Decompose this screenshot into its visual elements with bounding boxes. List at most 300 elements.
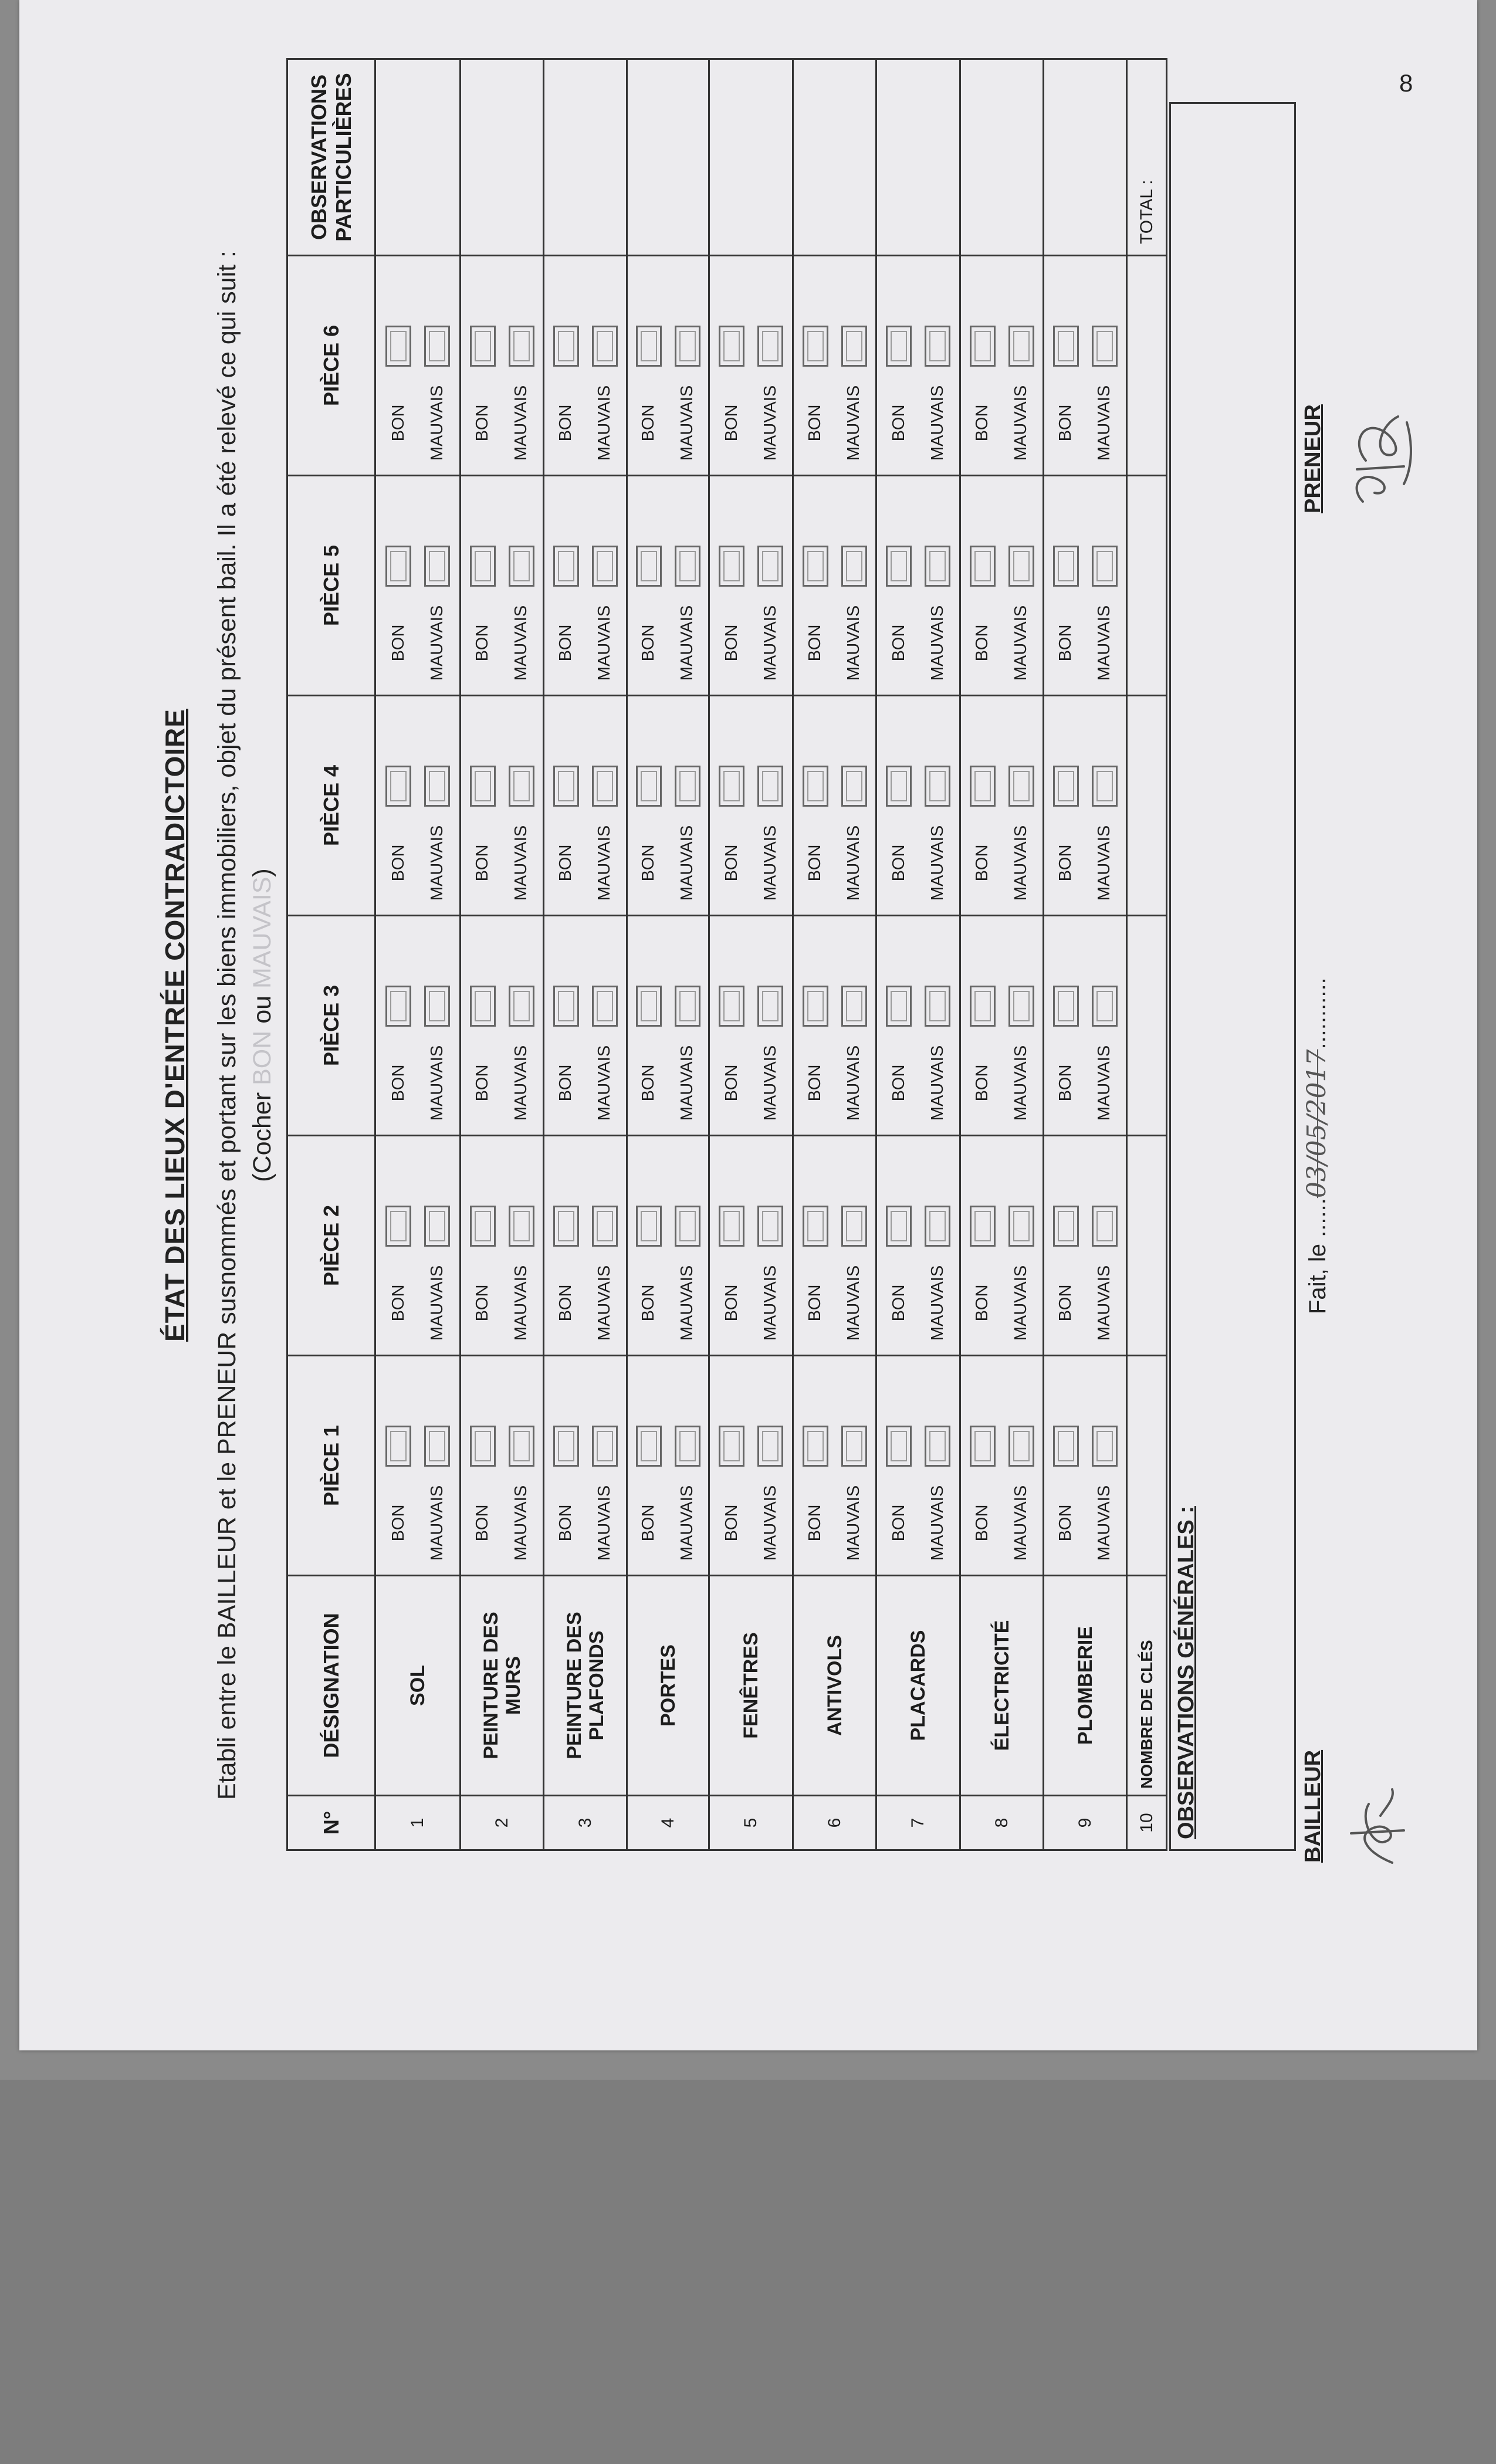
option-label: BON bbox=[805, 844, 824, 882]
checkbox-bon[interactable] bbox=[553, 986, 579, 1027]
checkbox-bon[interactable] bbox=[470, 986, 496, 1027]
checkbox-bon[interactable] bbox=[553, 766, 579, 807]
option-bon bbox=[1049, 1356, 1083, 1575]
checkbox-mauvais[interactable] bbox=[1092, 326, 1118, 367]
observation-cell[interactable] bbox=[960, 59, 1044, 256]
keys-total: TOTAL : bbox=[1127, 59, 1167, 256]
piece-cell bbox=[461, 256, 544, 476]
checkbox-bon[interactable] bbox=[886, 766, 912, 807]
piece-cell bbox=[461, 696, 544, 916]
option-mauvais bbox=[837, 256, 871, 475]
bailleur-signature bbox=[1339, 1781, 1416, 1874]
row-number: 8 bbox=[960, 1796, 1044, 1850]
checkbox-mauvais[interactable] bbox=[1092, 986, 1118, 1027]
checkbox-mauvais[interactable] bbox=[509, 1206, 534, 1247]
designation-line: PORTES bbox=[656, 1644, 679, 1727]
option-label: BON bbox=[889, 1504, 908, 1542]
checkbox-mauvais[interactable] bbox=[841, 1206, 867, 1247]
piece-cell bbox=[876, 696, 960, 916]
option-bon bbox=[466, 696, 500, 915]
option-label: BON bbox=[889, 624, 908, 662]
checkbox-bon[interactable] bbox=[886, 326, 912, 367]
option-label: BON bbox=[1056, 404, 1075, 442]
piece-cell bbox=[627, 476, 709, 696]
option-label: BON bbox=[805, 624, 824, 662]
piece-cell bbox=[960, 476, 1044, 696]
option-mauvais bbox=[1088, 476, 1122, 695]
option-bon bbox=[966, 476, 1000, 695]
checkbox-mauvais[interactable] bbox=[1008, 766, 1034, 807]
option-mauvais bbox=[920, 916, 955, 1135]
observation-cell[interactable] bbox=[461, 59, 544, 256]
checkbox-mauvais[interactable] bbox=[675, 326, 700, 367]
piece-cell bbox=[1044, 476, 1127, 696]
checkbox-bon[interactable] bbox=[636, 326, 662, 367]
checkbox-mauvais[interactable] bbox=[757, 766, 783, 807]
page-number: 8 bbox=[1399, 69, 1413, 97]
piece-cell bbox=[627, 1356, 709, 1576]
option-bon bbox=[715, 256, 749, 475]
option-label: MAUVAIS bbox=[512, 385, 530, 461]
option-mauvais bbox=[753, 696, 787, 915]
header-observations bbox=[287, 59, 375, 256]
keys-cell[interactable] bbox=[1127, 916, 1167, 1136]
piece-cell bbox=[375, 1356, 461, 1576]
checkbox-mauvais[interactable] bbox=[675, 766, 700, 807]
checkbox-mauvais[interactable] bbox=[841, 1426, 867, 1467]
row-designation bbox=[375, 1576, 461, 1796]
piece-cell bbox=[960, 256, 1044, 476]
checkbox-mauvais[interactable] bbox=[592, 986, 618, 1027]
piece-cell bbox=[793, 476, 876, 696]
option-label: MAUVAIS bbox=[512, 1265, 530, 1341]
checkbox-mauvais[interactable] bbox=[1008, 1206, 1034, 1247]
checkbox-bon[interactable] bbox=[970, 766, 996, 807]
designation-line: MURS bbox=[502, 1656, 524, 1715]
checkbox-mauvais[interactable] bbox=[424, 546, 450, 587]
option-label: MAUVAIS bbox=[1011, 1045, 1030, 1121]
header-observations-line2: PARTICULIÈRES bbox=[331, 73, 356, 242]
table-row bbox=[461, 59, 544, 1850]
date-suffix: ........... bbox=[1305, 977, 1331, 1050]
row-number: 7 bbox=[876, 1796, 960, 1850]
checkbox-bon[interactable] bbox=[636, 546, 662, 587]
checkbox-bon[interactable] bbox=[636, 1426, 662, 1467]
option-mauvais bbox=[505, 1356, 539, 1575]
piece-cell bbox=[461, 916, 544, 1136]
option-bon bbox=[798, 476, 832, 695]
option-mauvais bbox=[837, 1136, 871, 1355]
form-title: ÉTAT DES LIEUX D'ENTRÉE CONTRADICTOIRE bbox=[160, 709, 190, 1342]
option-label: MAUVAIS bbox=[928, 825, 947, 901]
checkbox-mauvais[interactable] bbox=[1008, 326, 1034, 367]
table-row bbox=[544, 59, 627, 1850]
checkbox-bon[interactable] bbox=[385, 1426, 411, 1467]
option-bon bbox=[966, 1356, 1000, 1575]
piece-cell bbox=[461, 1356, 544, 1576]
piece-cell bbox=[544, 476, 627, 696]
row-number: 4 bbox=[627, 1796, 709, 1850]
option-mauvais bbox=[671, 916, 705, 1135]
checkbox-mauvais[interactable] bbox=[424, 1426, 450, 1467]
option-bon bbox=[549, 1136, 583, 1355]
checkbox-bon[interactable] bbox=[719, 546, 744, 587]
option-label: BON bbox=[1056, 624, 1075, 662]
option-bon bbox=[381, 916, 415, 1135]
keys-row bbox=[1127, 59, 1167, 1850]
table-header-row bbox=[287, 59, 375, 1850]
option-bon bbox=[381, 1136, 415, 1355]
option-label: BON bbox=[805, 1064, 824, 1102]
option-bon bbox=[798, 256, 832, 475]
piece-cell bbox=[709, 1136, 793, 1356]
checkbox-mauvais[interactable] bbox=[925, 326, 950, 367]
table-row bbox=[627, 59, 709, 1850]
option-mauvais bbox=[671, 476, 705, 695]
option-label: MAUVAIS bbox=[427, 1045, 446, 1121]
option-bon bbox=[632, 256, 666, 475]
option-label: MAUVAIS bbox=[427, 385, 446, 461]
row-designation bbox=[793, 1576, 876, 1796]
option-label: MAUVAIS bbox=[844, 825, 863, 901]
checkbox-bon[interactable] bbox=[553, 326, 579, 367]
option-label: BON bbox=[473, 844, 492, 882]
checkbox-bon[interactable] bbox=[385, 546, 411, 587]
instruction-bon: BON bbox=[248, 1030, 276, 1085]
option-mauvais bbox=[420, 476, 454, 695]
observation-cell[interactable] bbox=[793, 59, 876, 256]
piece-cell bbox=[709, 256, 793, 476]
checkbox-mauvais[interactable] bbox=[757, 326, 783, 367]
checkbox-mauvais[interactable] bbox=[592, 1206, 618, 1247]
option-label: BON bbox=[973, 404, 991, 442]
row-designation bbox=[960, 1576, 1044, 1796]
header-designation: DÉSIGNATION bbox=[287, 1576, 375, 1796]
option-mauvais bbox=[753, 1356, 787, 1575]
keys-cell[interactable] bbox=[1127, 476, 1167, 696]
checkbox-bon[interactable] bbox=[1053, 766, 1079, 807]
piece-cell bbox=[876, 1136, 960, 1356]
option-label: MAUVAIS bbox=[844, 605, 863, 681]
checkbox-mauvais[interactable] bbox=[675, 986, 700, 1027]
row-designation bbox=[1044, 1576, 1127, 1796]
option-mauvais bbox=[505, 1136, 539, 1355]
piece-cell bbox=[1044, 1136, 1127, 1356]
option-mauvais bbox=[1004, 476, 1038, 695]
option-label: BON bbox=[388, 1064, 408, 1102]
checkbox-mauvais[interactable] bbox=[841, 326, 867, 367]
intro-text: Etabli entre le BAILLEUR et le PRENEUR susnommés et portant sur les biens immobiliers, objet du présent bail. Il a été relevé ce qui suit : bbox=[213, 251, 241, 1800]
checkbox-mauvais[interactable] bbox=[509, 326, 534, 367]
option-label: BON bbox=[639, 624, 658, 662]
option-label: MAUVAIS bbox=[1011, 825, 1030, 901]
option-mauvais bbox=[420, 696, 454, 915]
option-label: MAUVAIS bbox=[760, 605, 780, 681]
option-label: BON bbox=[805, 1504, 824, 1542]
checkbox-bon[interactable] bbox=[803, 1206, 828, 1247]
checkbox-bon[interactable] bbox=[385, 986, 411, 1027]
option-mauvais bbox=[671, 1356, 705, 1575]
checkbox-bon[interactable] bbox=[719, 1206, 744, 1247]
checkbox-mauvais[interactable] bbox=[1092, 546, 1118, 587]
option-mauvais bbox=[753, 916, 787, 1135]
checkbox-bon[interactable] bbox=[886, 1206, 912, 1247]
checkbox-mauvais[interactable] bbox=[675, 1206, 700, 1247]
row-number: 10 bbox=[1127, 1796, 1167, 1850]
option-label: BON bbox=[639, 844, 658, 882]
option-label: MAUVAIS bbox=[844, 1265, 863, 1341]
checkbox-bon[interactable] bbox=[803, 1426, 828, 1467]
option-mauvais bbox=[920, 1136, 955, 1355]
checkbox-mauvais[interactable] bbox=[925, 986, 950, 1027]
piece-cell bbox=[793, 916, 876, 1136]
option-mauvais bbox=[588, 476, 622, 695]
option-mauvais bbox=[920, 256, 955, 475]
option-label: BON bbox=[473, 1284, 492, 1322]
piece-cell bbox=[876, 916, 960, 1136]
checkbox-mauvais[interactable] bbox=[841, 766, 867, 807]
option-label: BON bbox=[722, 1284, 741, 1322]
checkbox-bon[interactable] bbox=[1053, 1426, 1079, 1467]
checkbox-mauvais[interactable] bbox=[1008, 546, 1034, 587]
piece-cell bbox=[544, 1356, 627, 1576]
designation-line: SOL bbox=[407, 1665, 429, 1706]
option-bon bbox=[966, 916, 1000, 1135]
table-row bbox=[960, 59, 1044, 1850]
checkbox-bon[interactable] bbox=[1053, 1206, 1079, 1247]
option-mauvais bbox=[505, 256, 539, 475]
option-label: BON bbox=[973, 1284, 991, 1322]
option-label: BON bbox=[639, 404, 658, 442]
checkbox-mauvais[interactable] bbox=[925, 1206, 950, 1247]
checkbox-bon[interactable] bbox=[636, 986, 662, 1027]
piece-cell bbox=[1044, 696, 1127, 916]
option-mauvais bbox=[1088, 256, 1122, 475]
checkbox-mauvais[interactable] bbox=[592, 766, 618, 807]
checkbox-mauvais[interactable] bbox=[1008, 1426, 1034, 1467]
checkbox-mauvais[interactable] bbox=[841, 986, 867, 1027]
piece-cell bbox=[876, 476, 960, 696]
checkbox-mauvais[interactable] bbox=[925, 766, 950, 807]
row-number: 6 bbox=[793, 1796, 876, 1850]
option-mauvais bbox=[920, 696, 955, 915]
checkbox-bon[interactable] bbox=[803, 986, 828, 1027]
checkbox-mauvais[interactable] bbox=[1092, 1426, 1118, 1467]
piece-cell bbox=[960, 1356, 1044, 1576]
preneur-label: PRENEUR bbox=[1301, 404, 1325, 513]
header-piece: PIÈCE 1 bbox=[287, 1356, 375, 1576]
checkbox-bon[interactable] bbox=[803, 546, 828, 587]
preneur-signature bbox=[1339, 402, 1427, 519]
option-label: MAUVAIS bbox=[595, 1265, 614, 1341]
checkbox-bon[interactable] bbox=[970, 986, 996, 1027]
checkbox-mauvais[interactable] bbox=[424, 326, 450, 367]
piece-cell bbox=[1044, 256, 1127, 476]
option-label: BON bbox=[973, 844, 991, 882]
checkbox-mauvais[interactable] bbox=[592, 326, 618, 367]
option-label: MAUVAIS bbox=[1011, 385, 1030, 461]
checkbox-mauvais[interactable] bbox=[1008, 986, 1034, 1027]
piece-cell bbox=[709, 916, 793, 1136]
option-label: MAUVAIS bbox=[512, 825, 530, 901]
table-row bbox=[876, 59, 960, 1850]
row-number: 5 bbox=[709, 1796, 793, 1850]
keys-cell[interactable] bbox=[1127, 1136, 1167, 1356]
option-bon bbox=[715, 696, 749, 915]
header-piece: PIÈCE 6 bbox=[287, 256, 375, 476]
checkbox-bon[interactable] bbox=[970, 326, 996, 367]
checkbox-mauvais[interactable] bbox=[424, 1206, 450, 1247]
option-bon bbox=[632, 696, 666, 915]
bailleur-label: BAILLEUR bbox=[1301, 1749, 1325, 1863]
piece-cell bbox=[375, 916, 461, 1136]
option-label: BON bbox=[388, 844, 408, 882]
checkbox-bon[interactable] bbox=[719, 986, 744, 1027]
checkbox-mauvais[interactable] bbox=[509, 546, 534, 587]
observation-cell[interactable] bbox=[375, 59, 461, 256]
checkbox-bon[interactable] bbox=[470, 326, 496, 367]
checkbox-bon[interactable] bbox=[470, 1206, 496, 1247]
option-label: MAUVAIS bbox=[678, 1265, 696, 1341]
observation-cell[interactable] bbox=[627, 59, 709, 256]
option-bon bbox=[882, 1136, 916, 1355]
piece-cell bbox=[627, 1136, 709, 1356]
option-label: BON bbox=[805, 404, 824, 442]
designation-line: PLAFONDS bbox=[585, 1630, 608, 1741]
piece-cell bbox=[1044, 1356, 1127, 1576]
checkbox-bon[interactable] bbox=[719, 326, 744, 367]
checkbox-mauvais[interactable] bbox=[424, 766, 450, 807]
checkbox-bon[interactable] bbox=[385, 766, 411, 807]
checkbox-mauvais[interactable] bbox=[757, 1206, 783, 1247]
option-label: MAUVAIS bbox=[595, 1485, 614, 1561]
checkbox-bon[interactable] bbox=[719, 1426, 744, 1467]
option-bon bbox=[798, 1136, 832, 1355]
checkbox-bon[interactable] bbox=[636, 766, 662, 807]
checkbox-mauvais[interactable] bbox=[509, 986, 534, 1027]
option-label: MAUVAIS bbox=[512, 1485, 530, 1561]
checkbox-bon[interactable] bbox=[970, 1206, 996, 1247]
option-label: MAUVAIS bbox=[427, 825, 446, 901]
checkbox-bon[interactable] bbox=[1053, 326, 1079, 367]
document-page bbox=[19, 0, 1477, 2050]
observation-cell[interactable] bbox=[1044, 59, 1127, 256]
piece-cell bbox=[375, 476, 461, 696]
option-bon bbox=[1049, 916, 1083, 1135]
designation-line: PLOMBERIE bbox=[1074, 1626, 1096, 1745]
checkbox-mauvais[interactable] bbox=[757, 1426, 783, 1467]
checkbox-mauvais[interactable] bbox=[509, 1426, 534, 1467]
checkbox-mauvais[interactable] bbox=[675, 546, 700, 587]
checkbox-mauvais[interactable] bbox=[757, 546, 783, 587]
checkbox-mauvais[interactable] bbox=[1092, 1206, 1118, 1247]
option-label: MAUVAIS bbox=[595, 605, 614, 681]
option-label: MAUVAIS bbox=[844, 385, 863, 461]
checkbox-bon[interactable] bbox=[470, 1426, 496, 1467]
option-bon bbox=[798, 1356, 832, 1575]
option-mauvais bbox=[505, 916, 539, 1135]
checkbox-bon[interactable] bbox=[470, 766, 496, 807]
checkbox-bon[interactable] bbox=[553, 546, 579, 587]
checkbox-mauvais[interactable] bbox=[592, 1426, 618, 1467]
option-label: BON bbox=[722, 624, 741, 662]
checkbox-mauvais[interactable] bbox=[675, 1426, 700, 1467]
option-bon bbox=[549, 256, 583, 475]
piece-cell bbox=[709, 696, 793, 916]
checkbox-bon[interactable] bbox=[385, 1206, 411, 1247]
option-label: BON bbox=[556, 844, 575, 882]
option-label: BON bbox=[722, 1064, 741, 1102]
option-bon bbox=[632, 1356, 666, 1575]
checkbox-bon[interactable] bbox=[719, 766, 744, 807]
checkbox-mauvais[interactable] bbox=[592, 546, 618, 587]
checkbox-bon[interactable] bbox=[886, 546, 912, 587]
piece-cell bbox=[960, 696, 1044, 916]
option-label: BON bbox=[556, 1504, 575, 1542]
option-label: MAUVAIS bbox=[1095, 1265, 1113, 1341]
checkbox-bon[interactable] bbox=[886, 986, 912, 1027]
option-label: BON bbox=[1056, 1284, 1075, 1322]
checkbox-bon[interactable] bbox=[970, 1426, 996, 1467]
option-label: BON bbox=[473, 624, 492, 662]
keys-cell[interactable] bbox=[1127, 256, 1167, 476]
keys-cell[interactable] bbox=[1127, 1356, 1167, 1576]
option-mauvais bbox=[920, 1356, 955, 1575]
option-mauvais bbox=[753, 476, 787, 695]
option-label: BON bbox=[722, 844, 741, 882]
checkbox-bon[interactable] bbox=[1053, 986, 1079, 1027]
checkbox-mauvais[interactable] bbox=[925, 546, 950, 587]
option-label: MAUVAIS bbox=[678, 825, 696, 901]
checkbox-bon[interactable] bbox=[803, 766, 828, 807]
header-piece: PIÈCE 4 bbox=[287, 696, 375, 916]
checkbox-mauvais[interactable] bbox=[509, 766, 534, 807]
piece-cell bbox=[461, 476, 544, 696]
option-bon bbox=[632, 1136, 666, 1355]
designation-line: FENÊTRES bbox=[740, 1632, 762, 1739]
checkbox-bon[interactable] bbox=[886, 1426, 912, 1467]
checkbox-mauvais[interactable] bbox=[1092, 766, 1118, 807]
checkbox-bon[interactable] bbox=[636, 1206, 662, 1247]
checkbox-bon[interactable] bbox=[553, 1426, 579, 1467]
designation-line: PLACARDS bbox=[907, 1630, 929, 1741]
checkbox-mauvais[interactable] bbox=[757, 986, 783, 1027]
option-label: MAUVAIS bbox=[844, 1045, 863, 1121]
observation-cell[interactable] bbox=[709, 59, 793, 256]
checkbox-mauvais[interactable] bbox=[424, 986, 450, 1027]
option-bon bbox=[715, 916, 749, 1135]
option-label: BON bbox=[556, 624, 575, 662]
observation-cell[interactable] bbox=[544, 59, 627, 256]
table-row bbox=[793, 59, 876, 1850]
keys-cell[interactable] bbox=[1127, 696, 1167, 916]
checkbox-mauvais[interactable] bbox=[925, 1426, 950, 1467]
piece-cell bbox=[709, 1356, 793, 1576]
date-prefix: Fait, le ...... bbox=[1305, 1198, 1331, 1314]
option-label: MAUVAIS bbox=[844, 1485, 863, 1561]
option-mauvais bbox=[1004, 1356, 1038, 1575]
checkbox-bon[interactable] bbox=[553, 1206, 579, 1247]
checkbox-bon[interactable] bbox=[970, 546, 996, 587]
option-mauvais bbox=[671, 696, 705, 915]
option-mauvais bbox=[1004, 256, 1038, 475]
checkbox-mauvais[interactable] bbox=[841, 546, 867, 587]
checkbox-bon[interactable] bbox=[1053, 546, 1079, 587]
observation-cell[interactable] bbox=[876, 59, 960, 256]
checkbox-bon[interactable] bbox=[803, 326, 828, 367]
checkbox-bon[interactable] bbox=[470, 546, 496, 587]
checkbox-bon[interactable] bbox=[385, 326, 411, 367]
